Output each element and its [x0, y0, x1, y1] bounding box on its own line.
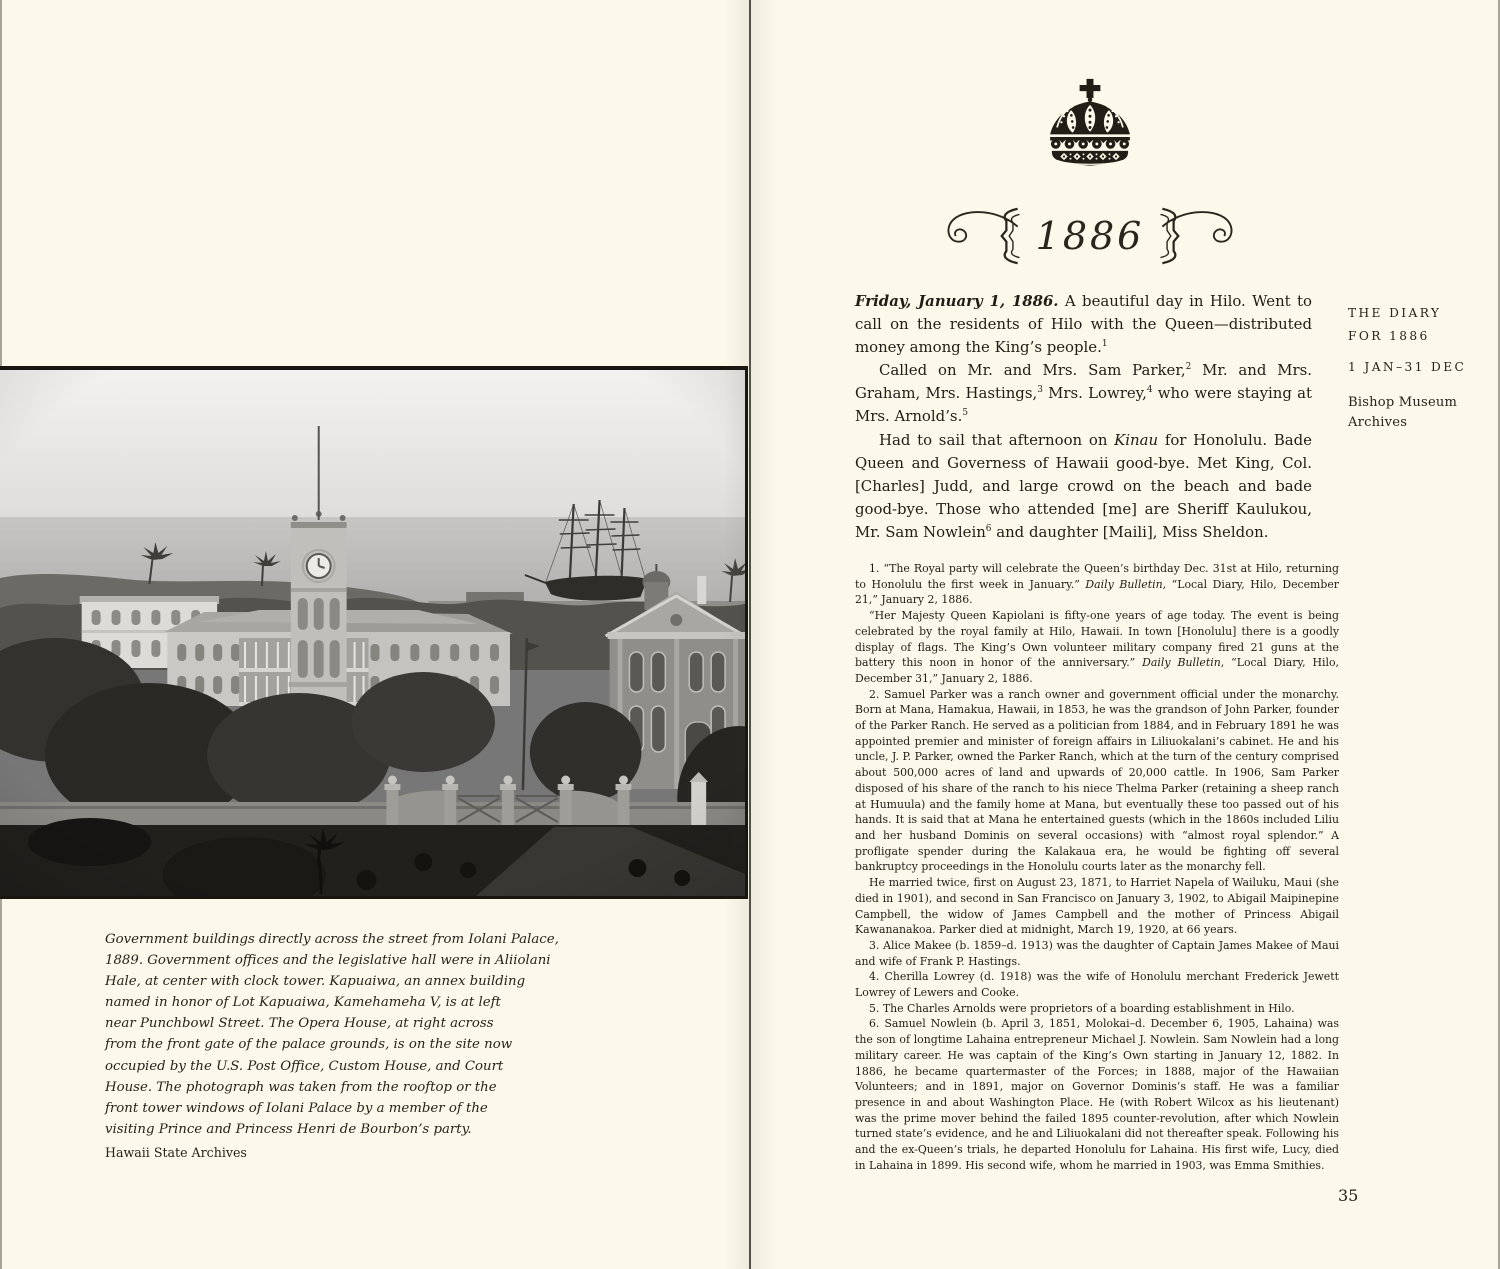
diary-entry-text: Friday, January 1, 1886. A beautiful day in Hilo. Went to call on the residents of Hilo with the Queen—distributed money among the King’s people.$^1$ Called on Mr. and Mrs. Sam Parker,$^2$ Mr. and Mrs. Graham, Mrs. Hastings,$^3$ Mrs. Lowrey,$^4$ who were staying at Mrs. Arnold’s.$^5$ Had to sail that afternoon on Kinau for Honolulu. Bade Queen and Governess of Hawaii good-bye. Met King, Col. [Charles] Judd, and large crowd on the beach and bade good-bye. Those who attended [me] are Sheriff Kaulukou, Mr. Sam Nowlein$^6$ and daughter [Maili], Miss Sheldon.: [855, 292, 1313, 541]
flourish-right-icon: [1156, 206, 1240, 266]
gutter-shadow-left: [723, 0, 749, 1269]
crown-ornament-icon: [1038, 74, 1142, 174]
page-gutter: [749, 0, 751, 1269]
flourish-left-icon: [940, 206, 1024, 266]
crown-icon: [1038, 74, 1142, 174]
page-number: 35: [1338, 1186, 1359, 1205]
margin-note-dates: 1 JAN–31 DEC: [1348, 360, 1467, 374]
photo-caption-lines: Government buildings directly across the street from Iolani Palace, 1889. Government offices and the legislative hall were in Aliiolani Hale, at center with clock tower. Kapuaiwa, an annex building named in honor of Lot Kapuaiwa, Kamehameha V, is at left near Punchbowl Street. The Opera House, at right across from the front gate of the palace grounds, is on the site now occupied by the U.S. Post Office, Custom House, and Court House. The photograph was taken from the rooftop or the front tower windows of Iolani Palace by a member of the visiting Prince and Princess Henri de Bourbon’s party.: [105, 932, 559, 1137]
margin-notes: [1348, 302, 1494, 433]
right-page: [752, 0, 1498, 1269]
photograph-government-buildings: [0, 366, 748, 899]
footnotes: 1. “The Royal party will celebrate the Queen’s birthday Dec. 31st at Hilo, returning to Honolulu the first week in January.” Daily Bulletin, “Local Diary, Hilo, December 21,” January 2, 1886. “Her Majesty Queen Kapiolani is fifty-one years of age today. The event is being celebrated by the royal family at Hilo, Hawaii. In town [Honolulu] there is a goodly display of flags. The King’s Own volunteer military company fired 21 guns at the battery this noon in honor of the anniversary.” Daily Bulletin, “Local Diary, Hilo, December 31,” January 2, 1886. 2. Samuel Parker was a ranch owner and government official under the monarchy. Born at Mana, Hamakua, Hawaii, in 1853, he was the grandson of John Parker, founder of the Parker Ranch. He served as a politician from 1884, and in February 1891 he was appointed premier and minister of foreign affairs in Liliuokalani’s cabinet. He and his uncle, J. P. Parker, owned the Parker Ranch, which at the turn of the century comprised about 500,000 acres of land and upwards of 20,000 cattle. In 1906, Sam Parker disposed of his share of the ranch to his niece Thelma Parker (retaining a sheep ranch at Humuula) and the family home at Mana, but eventually these too passed out of his hands. It is said that at Mana he entertained guests (which in the 1860s included Liliu and her husband Dominis on several occasions) with “almost royal splendor.” A profligate spender during the Kalakaua era, he would be fighting off several bankruptcy proceedings in the Honolulu courts later as the monarchy fell. He married twice, first on August 23, 1871, to Harriet Napela of Wailuku, Maui (she died in 1901), and second in San Francisco on January 3, 1902, to Abigail Maipinepine Campbell, the widow of James Campbell and the mother of Princess Abigail Kawananakoa. Parker died at midnight, March 19, 1920, at 66 years. 3. Alice Makee (b. 1859–d. 1913) was the daughter of Captain James Makee of Maui and wife of Frank P. Hastings. 4. Cherilla Lowrey (d. 1918) was the wife of Honolulu merchant Frederick Jewett Lowrey of Lewers and Cooke. 5. The Charles Arnolds were proprietors of a boarding establishment in Hilo. 6. Samuel Nowlein (b. April 3, 1851, Molokai–d. December 6, 1905, Lahaina) was the son of longtime Lahaina entrepreneur Michael J. Nowlein. Sam Nowlein had a long military career. He was captain of the King’s Own starting in January 12, 1882. In 1886, he became quartermaster of the Forces; in 1888, major of the Hawaiian Volunteers; and in 1891, major on Governor Dominis’s staff. He was a familiar presence in and about Washington Place. He (with Robert Wilcox as his lieutenant) was the prime mover behind the failed 1895 counter-revolution, after which Nowlein turned state’s evidence, and he and Liliuokalani did not thereafter speak. Following his and the ex-Queen’s trials, he departed Honolulu for Lahaina. His first wife, Lucy, died in Lahaina in 1899. His second wife, whom he married in 1903, was Emma Smithies.: [855, 562, 1340, 1172]
photo-caption: [105, 929, 565, 1163]
photo-caption-credit: Hawaii State Archives: [105, 1144, 247, 1160]
year-text: 1886: [1035, 214, 1145, 258]
gutter-shadow-right: [751, 0, 777, 1269]
margin-note-source: Bishop Museum Archives: [1348, 394, 1458, 430]
photo-illustration: [0, 370, 745, 896]
right-page-text-column: [855, 290, 1341, 1173]
margin-note-title: THE DIARY FOR 1886: [1348, 306, 1442, 343]
year-heading: [910, 202, 1270, 270]
